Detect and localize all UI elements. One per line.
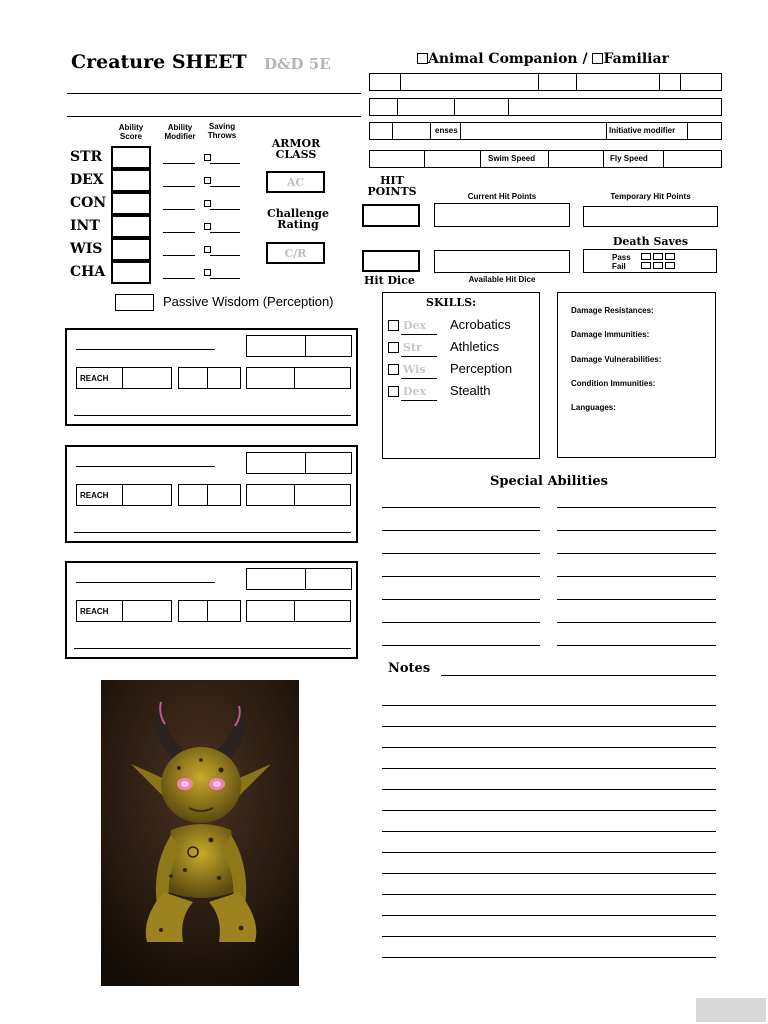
temp-hp-field[interactable] xyxy=(583,206,718,227)
skill-ability: Wis xyxy=(403,363,426,376)
attack-box xyxy=(65,328,358,426)
notes-line[interactable] xyxy=(382,810,716,811)
ability-name: WIS xyxy=(70,241,103,257)
skill-name: Acrobatics xyxy=(450,317,511,332)
attack-notes-line[interactable] xyxy=(74,532,351,533)
max-hit-points-field[interactable] xyxy=(362,204,420,227)
skill-ability: Dex xyxy=(403,385,427,398)
reach-field[interactable] xyxy=(76,367,172,389)
info-row-2[interactable] xyxy=(369,98,722,116)
creature-portrait xyxy=(101,680,299,986)
sheet-title: Creature SHEET xyxy=(71,51,247,73)
companion-header xyxy=(417,51,669,67)
passive-wisdom-field[interactable] xyxy=(115,294,154,311)
skills-title: SKILLS: xyxy=(426,296,477,309)
skill-proficiency-checkbox[interactable] xyxy=(388,320,399,331)
damage-divider xyxy=(207,601,208,621)
info-row-1[interactable] xyxy=(369,73,722,91)
damage-type-field[interactable] xyxy=(246,600,351,622)
reach-divider xyxy=(122,485,123,505)
special-ability-line[interactable] xyxy=(557,622,716,623)
damage-divider xyxy=(207,485,208,505)
reach-label: REACH xyxy=(80,374,109,383)
notes-line[interactable] xyxy=(382,747,716,748)
ability-name: CON xyxy=(70,195,107,211)
ability-modifier-line[interactable] xyxy=(163,232,195,233)
ability-score-field[interactable] xyxy=(111,238,151,261)
saving-throw-line[interactable] xyxy=(210,232,240,233)
death-pass-label: Pass xyxy=(612,253,631,262)
death-fail-label: Fail xyxy=(612,262,626,271)
notes-line[interactable] xyxy=(382,789,716,790)
damage-field[interactable] xyxy=(178,367,241,389)
passive-wisdom-label: Passive Wisdom (Perception) xyxy=(163,294,334,309)
death-pass-checkbox[interactable] xyxy=(665,253,675,260)
death-fail-checkbox[interactable] xyxy=(665,262,675,269)
reach-field[interactable] xyxy=(76,484,172,506)
ability-score-field[interactable] xyxy=(111,169,151,192)
attack-name-line[interactable] xyxy=(76,349,215,350)
saving-throw-line[interactable] xyxy=(210,209,240,210)
hit-dice-label: Hit Dice xyxy=(364,274,415,287)
notes-line[interactable] xyxy=(382,957,716,958)
ability-name: STR xyxy=(70,149,103,165)
skill-proficiency-checkbox[interactable] xyxy=(388,386,399,397)
familiar-label: Familiar xyxy=(603,51,669,67)
skill-bonus-line[interactable] xyxy=(401,400,437,401)
special-ability-line[interactable] xyxy=(382,576,540,577)
saving-throw-checkbox[interactable] xyxy=(204,200,211,207)
special-ability-line[interactable] xyxy=(557,553,716,554)
available-hit-dice-field[interactable] xyxy=(434,250,570,273)
ability-modifier-line[interactable] xyxy=(163,163,195,164)
saving-throw-checkbox[interactable] xyxy=(204,177,211,184)
challenge-rating-placeholder: C/R xyxy=(284,247,307,260)
damage-type-divider xyxy=(294,368,295,388)
damage-type-divider xyxy=(294,601,295,621)
imp-creature-portrait xyxy=(101,680,299,986)
skill-name: Perception xyxy=(450,361,513,376)
saving-throw-checkbox[interactable] xyxy=(204,154,211,161)
damage-vulnerabilities-label: Damage Vulnerabilities: xyxy=(571,355,662,364)
notes-line-first[interactable] xyxy=(441,675,716,676)
senses-label: enses xyxy=(435,126,458,135)
ability-score-field[interactable] xyxy=(111,215,151,238)
ability-name: DEX xyxy=(70,172,104,188)
skill-proficiency-checkbox[interactable] xyxy=(388,342,399,353)
skill-proficiency-checkbox[interactable] xyxy=(388,364,399,375)
ability-score-header: Ability Score xyxy=(118,123,144,141)
name-line[interactable] xyxy=(67,93,361,94)
info-row-3[interactable] xyxy=(369,122,722,140)
ability-score-field[interactable] xyxy=(111,146,151,169)
special-ability-line[interactable] xyxy=(382,507,540,508)
special-ability-line[interactable] xyxy=(557,599,716,600)
ability-modifier-line[interactable] xyxy=(163,255,195,256)
attack-box xyxy=(65,561,358,659)
animal-companion-label: Animal Companion xyxy=(428,51,578,67)
attack-notes-line[interactable] xyxy=(74,415,351,416)
attack-bonus-field[interactable] xyxy=(246,452,352,474)
companion-separator: / xyxy=(582,51,588,67)
skill-name: Stealth xyxy=(450,383,491,398)
notes-line[interactable] xyxy=(382,831,716,832)
notes-title: Notes xyxy=(388,661,431,676)
animal-companion-checkbox[interactable] xyxy=(417,53,428,64)
familiar-checkbox[interactable] xyxy=(592,53,603,64)
skill-bonus-line[interactable] xyxy=(401,356,437,357)
attack-name-line[interactable] xyxy=(76,582,215,583)
damage-type-field[interactable] xyxy=(246,484,351,506)
ability-modifier-header: Ability Modifier xyxy=(164,123,196,141)
saving-throw-line[interactable] xyxy=(210,186,240,187)
reach-divider xyxy=(122,368,123,388)
ability-modifier-line[interactable] xyxy=(163,209,195,210)
death-fail-checkbox[interactable] xyxy=(641,262,651,269)
death-pass-checkbox[interactable] xyxy=(641,253,651,260)
type-line[interactable] xyxy=(67,116,361,117)
skill-ability: Str xyxy=(403,341,422,354)
hit-dice-field[interactable] xyxy=(362,250,420,272)
ability-name: INT xyxy=(70,218,100,234)
reach-field[interactable] xyxy=(76,600,172,622)
death-saves-box xyxy=(583,249,717,273)
initiative-label: Initiative modifier xyxy=(609,126,676,135)
ability-name: CHA xyxy=(70,264,106,280)
damage-type-divider xyxy=(294,485,295,505)
page-marker xyxy=(696,998,766,1022)
attack-notes-line[interactable] xyxy=(74,648,351,649)
hit-points-label: HIT POINTS xyxy=(367,174,417,198)
notes-line[interactable] xyxy=(382,894,716,895)
armor-class-field[interactable] xyxy=(266,171,325,193)
notes-line[interactable] xyxy=(382,726,716,727)
temp-hp-label: Temporary Hit Points xyxy=(610,192,691,201)
skill-name: Athletics xyxy=(450,339,500,354)
condition-immunities-label: Condition Immunities: xyxy=(571,379,656,388)
special-ability-line[interactable] xyxy=(557,576,716,577)
special-ability-line[interactable] xyxy=(557,530,716,531)
notes-line[interactable] xyxy=(382,852,716,853)
special-ability-line[interactable] xyxy=(382,530,540,531)
reach-label: REACH xyxy=(80,491,109,500)
challenge-rating-field[interactable] xyxy=(266,242,325,264)
notes-line[interactable] xyxy=(382,915,716,916)
saving-throw-line[interactable] xyxy=(210,278,240,279)
skill-bonus-line[interactable] xyxy=(401,334,437,335)
damage-type-field[interactable] xyxy=(246,367,351,389)
ability-modifier-line[interactable] xyxy=(163,278,195,279)
damage-resistances-label: Damage Resistances: xyxy=(571,306,654,315)
saving-throws-header: Saving Throws xyxy=(207,122,237,140)
attack-box xyxy=(65,445,358,543)
swim-speed-label: Swim Speed xyxy=(488,154,536,163)
challenge-rating-label: Challenge Rating xyxy=(267,207,329,231)
reach-label: REACH xyxy=(80,607,109,616)
damage-field[interactable] xyxy=(178,600,241,622)
current-hp-label: Current Hit Points xyxy=(467,192,537,201)
special-ability-line[interactable] xyxy=(557,645,716,646)
edition-label: D&D 5E xyxy=(264,55,331,73)
saving-throw-checkbox[interactable] xyxy=(204,246,211,253)
notes-line[interactable] xyxy=(382,873,716,874)
special-ability-line[interactable] xyxy=(382,599,540,600)
saving-throw-line[interactable] xyxy=(210,163,240,164)
special-ability-line[interactable] xyxy=(382,645,540,646)
saving-throw-line[interactable] xyxy=(210,255,240,256)
damage-immunities-label: Damage Immunities: xyxy=(571,330,650,339)
reach-divider xyxy=(122,601,123,621)
damage-divider xyxy=(207,368,208,388)
notes-line[interactable] xyxy=(382,936,716,937)
available-hit-dice-label: Available Hit Dice xyxy=(468,275,536,284)
special-ability-line[interactable] xyxy=(382,553,540,554)
ability-score-field[interactable] xyxy=(111,261,151,284)
special-abilities-title: Special Abilities xyxy=(489,474,608,489)
attack-bonus-field[interactable] xyxy=(246,568,352,590)
info-row-4[interactable] xyxy=(369,150,722,168)
armor-class-placeholder: AC xyxy=(286,176,305,189)
attack-bonus-divider xyxy=(305,335,306,357)
attack-bonus-divider xyxy=(305,452,306,474)
skill-ability: Dex xyxy=(403,319,427,332)
armor-class-label: ARMOR CLASS xyxy=(271,137,321,161)
special-ability-line[interactable] xyxy=(557,507,716,508)
notes-line[interactable] xyxy=(382,705,716,706)
notes-line[interactable] xyxy=(382,768,716,769)
current-hp-field[interactable] xyxy=(434,203,570,227)
attack-bonus-field[interactable] xyxy=(246,335,352,357)
saving-throw-checkbox[interactable] xyxy=(204,223,211,230)
attack-bonus-divider xyxy=(305,568,306,590)
ability-score-field[interactable] xyxy=(111,192,151,215)
death-fail-checkbox[interactable] xyxy=(653,262,663,269)
skill-bonus-line[interactable] xyxy=(401,378,437,379)
defenses-box xyxy=(557,292,716,458)
special-ability-line[interactable] xyxy=(382,622,540,623)
death-pass-checkbox[interactable] xyxy=(653,253,663,260)
fly-speed-label: Fly Speed xyxy=(610,154,648,163)
attack-name-line[interactable] xyxy=(76,466,215,467)
languages-label: Languages: xyxy=(571,403,616,412)
damage-field[interactable] xyxy=(178,484,241,506)
death-saves-label: Death Saves xyxy=(612,235,689,248)
saving-throw-checkbox[interactable] xyxy=(204,269,211,276)
ability-modifier-line[interactable] xyxy=(163,186,195,187)
